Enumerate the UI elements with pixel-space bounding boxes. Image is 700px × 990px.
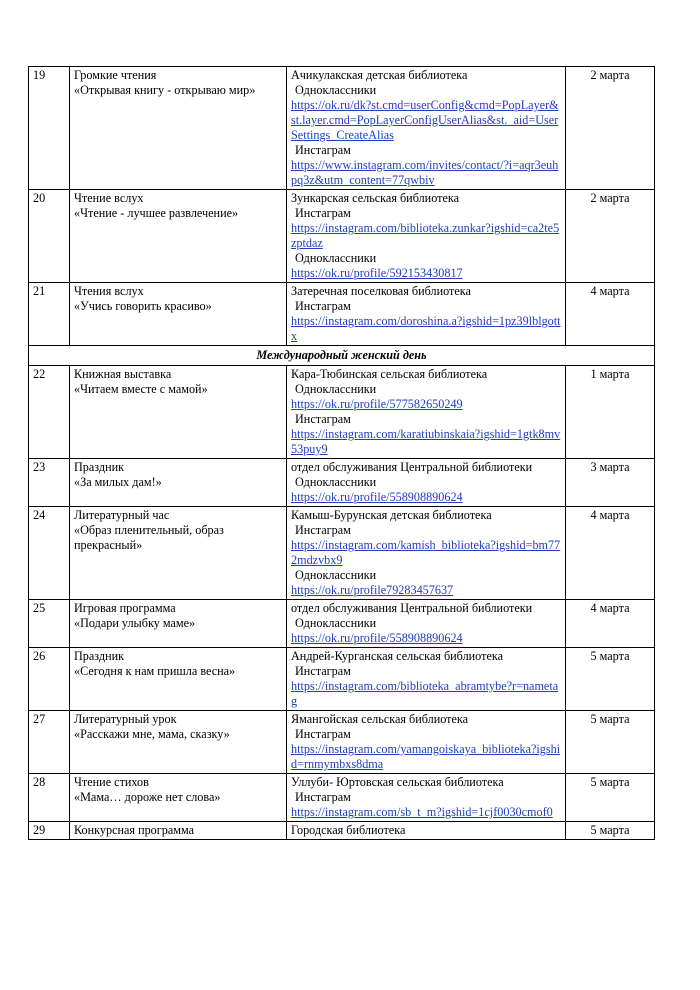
row-number: 20 (29, 190, 70, 283)
library-name: Уллуби- Юртовская сельская библиотека (291, 775, 504, 789)
row-number: 22 (29, 366, 70, 459)
event-title: «Образ пленительный, образ прекрасный» (74, 523, 224, 552)
row-number: 26 (29, 648, 70, 711)
event-type: Игровая программа (74, 601, 176, 615)
events-table (28, 66, 655, 840)
venue-cell (287, 774, 566, 822)
event-date: 3 марта (566, 459, 655, 507)
platform-label: Инстаграм (295, 664, 351, 678)
event-type: Чтения вслух (74, 284, 144, 298)
platform-label: Инстаграм (295, 790, 351, 804)
row-number: 25 (29, 600, 70, 648)
event-title: «Читаем вместе с мамой» (74, 382, 208, 396)
event-cell (70, 283, 287, 346)
event-title: «Расскажи мне, мама, сказку» (74, 727, 230, 741)
event-title: «Учись говорить красиво» (74, 299, 212, 313)
library-name: Городская библиотека (291, 823, 406, 837)
row-number: 28 (29, 774, 70, 822)
venue-cell (287, 283, 566, 346)
platform-label: Инстаграм (295, 412, 351, 426)
platform-link[interactable]: https://instagram.com/biblioteka.zunkar?igshid=ca2te5zptdaz (291, 221, 560, 250)
platform-label: Одноклассники (295, 382, 377, 396)
event-title: «Открывая книгу - открываю мир» (74, 83, 256, 97)
platform-link[interactable]: https://instagram.com/doroshina.a?igshid=1pz39lblgottx (291, 314, 561, 343)
venue-cell (287, 711, 566, 774)
platform-link[interactable]: https://instagram.com/kamish_biblioteka?igshid=bm772mdzvbx9 (291, 538, 561, 567)
library-name: Ямангойская сельская библиотека (291, 712, 469, 726)
platform-link[interactable]: https://ok.ru/profile79283457637 (291, 583, 454, 597)
venue-cell (287, 366, 566, 459)
event-title: «Подари улыбку маме» (74, 616, 196, 630)
platform-link[interactable]: https://ok.ru/profile/577582650249 (291, 397, 463, 411)
event-cell (70, 774, 287, 822)
platform-link[interactable]: https://www.instagram.com/invites/contact/?i=aqr3euhpq3z&utm_content=77qwbiv (291, 158, 559, 187)
event-title: «Мама… дороже нет слова» (74, 790, 221, 804)
platform-link[interactable]: https://instagram.com/biblioteka_abramtybe?r=nametag (291, 679, 559, 708)
library-name: Кара-Тюбинская сельская библиотека (291, 367, 488, 381)
event-type: Праздник (74, 460, 125, 474)
event-type: Чтение вслух (74, 191, 144, 205)
platform-label: Одноклассники (295, 83, 377, 97)
event-date: 2 марта (566, 190, 655, 283)
table-row (29, 822, 655, 840)
section-row (29, 346, 655, 366)
platform-link[interactable]: https://instagram.com/karatiubinskaia?igshid=1gtk8mv53puy9 (291, 427, 561, 456)
platform-label: Инстаграм (295, 523, 351, 537)
venue-cell (287, 600, 566, 648)
table-row (29, 283, 655, 346)
event-cell (70, 507, 287, 600)
platform-link[interactable]: https://instagram.com/yamangoiskaya_biblioteka?igshid=rnmymbxs8dma (291, 742, 561, 771)
event-date: 5 марта (566, 648, 655, 711)
event-type: Литературный урок (74, 712, 177, 726)
row-number: 21 (29, 283, 70, 346)
event-date: 2 марта (566, 67, 655, 190)
event-date: 4 марта (566, 600, 655, 648)
event-type: Чтение стихов (74, 775, 149, 789)
platform-label: Одноклассники (295, 475, 377, 489)
event-type: Литературный час (74, 508, 170, 522)
library-name: Затеречная поселковая библиотека (291, 284, 471, 298)
platform-label: Инстаграм (295, 299, 351, 313)
table-row (29, 366, 655, 459)
library-name: Ачикулакская детская библиотека (291, 68, 468, 82)
table-row (29, 507, 655, 600)
event-cell (70, 459, 287, 507)
event-cell (70, 67, 287, 190)
row-number: 19 (29, 67, 70, 190)
event-date: 5 марта (566, 711, 655, 774)
venue-cell (287, 822, 566, 840)
row-number: 27 (29, 711, 70, 774)
library-name: отдел обслуживания Центральной библиотеки (291, 601, 533, 615)
table-row (29, 711, 655, 774)
event-cell (70, 711, 287, 774)
platform-label: Одноклассники (295, 616, 377, 630)
library-name: Андрей-Курганская сельская библиотека (291, 649, 503, 663)
event-date: 1 марта (566, 366, 655, 459)
row-number: 24 (29, 507, 70, 600)
event-date: 4 марта (566, 283, 655, 346)
table-row (29, 774, 655, 822)
platform-link[interactable]: https://ok.ru/profile/558908890624 (291, 631, 463, 645)
platform-link[interactable]: https://instagram.com/sb_t_m?igshid=1cjf0030cmof0 (291, 805, 553, 819)
platform-label: Инстаграм (295, 143, 351, 157)
event-cell (70, 822, 287, 840)
library-name: Камыш-Бурунская детская библиотека (291, 508, 492, 522)
platform-label: Инстаграм (295, 206, 351, 220)
library-name: Зункарская сельская библиотека (291, 191, 460, 205)
event-cell (70, 190, 287, 283)
table-row (29, 600, 655, 648)
event-date: 5 марта (566, 774, 655, 822)
venue-cell (287, 459, 566, 507)
event-type: Конкурсная программа (74, 823, 195, 837)
table-row (29, 648, 655, 711)
events-table-body (29, 67, 655, 840)
venue-cell (287, 507, 566, 600)
event-cell (70, 600, 287, 648)
event-date: 5 марта (566, 822, 655, 840)
event-cell (70, 366, 287, 459)
event-title: «За милых дам!» (74, 475, 162, 489)
platform-link[interactable]: https://ok.ru/dk?st.cmd=userConfig&cmd=PopLayer&st.layer.cmd=PopLayerConfigUserAlias&st._aid=UserSettings_CreateAlias (291, 98, 559, 142)
event-type: Громкие чтения (74, 68, 157, 82)
table-row (29, 67, 655, 190)
row-number: 29 (29, 822, 70, 840)
event-title: «Сегодня к нам пришла весна» (74, 664, 236, 678)
platform-link[interactable]: https://ok.ru/profile/592153430817 (291, 266, 463, 280)
row-number: 23 (29, 459, 70, 507)
event-cell (70, 648, 287, 711)
platform-label: Одноклассники (295, 568, 377, 582)
platform-label: Инстаграм (295, 727, 351, 741)
table-row (29, 190, 655, 283)
section-title: Международный женский день (29, 346, 655, 366)
event-title: «Чтение - лучшее развлечение» (74, 206, 239, 220)
platform-link[interactable]: https://ok.ru/profile/558908890624 (291, 490, 463, 504)
table-row (29, 459, 655, 507)
event-date: 4 марта (566, 507, 655, 600)
venue-cell (287, 648, 566, 711)
event-type: Праздник (74, 649, 125, 663)
venue-cell (287, 67, 566, 190)
library-name: отдел обслуживания Центральной библиотеки (291, 460, 533, 474)
event-type: Книжная выставка (74, 367, 172, 381)
venue-cell (287, 190, 566, 283)
platform-label: Одноклассники (295, 251, 377, 265)
